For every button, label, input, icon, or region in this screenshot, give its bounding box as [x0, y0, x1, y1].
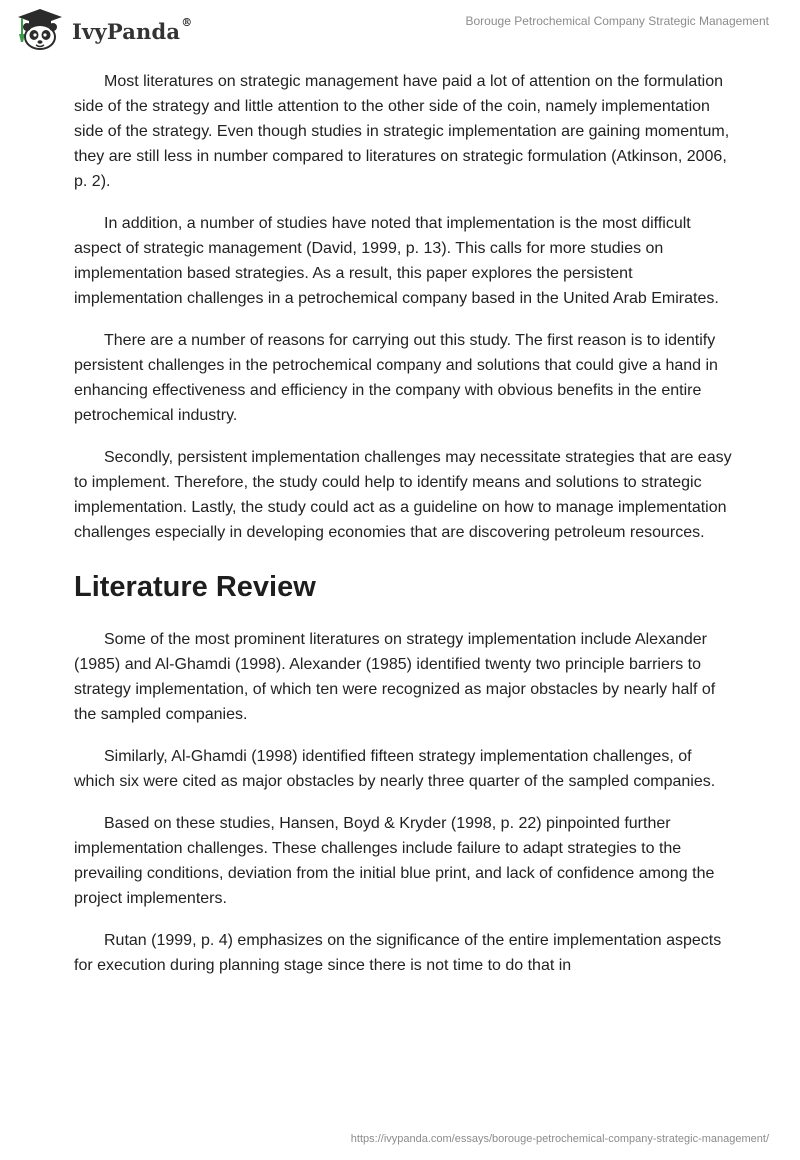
paragraph: Some of the most prominent literatures on strategy implementation include Alexander (1985) and Al-Ghamdi (1998). Alexander (1985) identified twenty two principle barriers to strategy implementation, of which ten were recognized as major obstacles by nearly half of the sampled companies. [74, 631, 716, 723]
source-url[interactable]: https://ivypanda.com/essays/borouge-petrochemical-company-strategic-management/ [350, 1133, 769, 1145]
page-header [0, 0, 800, 60]
section-heading: Literature Review [74, 571, 316, 603]
paragraph: Based on these studies, Hansen, Boyd & Kryder (1998, p. 22) pinpointed further implementation challenges. These challenges include failure to adapt strategies to the prevailing conditions, deviation from the initial blue print, and lack of confidence among the project implementers. [74, 815, 715, 907]
paragraph: In addition, a number of studies have noted that implementation is the most difficult aspect of strategic management (David, 1999, p. 13). This calls for more studies on implementation based strategies. As a result, this paper explores the persistent implementation challenges in a petrochemical company based in the United Arab Emirates. [74, 215, 719, 307]
article-body [74, 69, 734, 995]
brand-name: IvyPanda® [72, 15, 193, 44]
ivypanda-logo[interactable] [14, 6, 192, 52]
panda-graduate-icon [14, 6, 66, 52]
document-title: Borouge Petrochemical Company Strategic Management [465, 14, 769, 28]
paragraph: Most literatures on strategic management have paid a lot of attention on the formulation side of the strategy and little attention to the other side of the coin, namely implementation side of the strategy. Even though studies in strategic implementation are gaining momentum, they are still less in number compared to literatures on strategic formulation (Atkinson, 2006, p. 2). [74, 73, 730, 190]
paragraph: Similarly, Al-Ghamdi (1998) identified fifteen strategy implementation challenges, of which six were cited as major obstacles by nearly three quarter of the sampled companies. [74, 748, 716, 790]
paragraph: Secondly, persistent implementation challenges may necessitate strategies that are easy to implement. Therefore, the study could help to identify means and solutions to strategic implementation. Lastly, the study could act as a guideline on how to manage implementation challenges especially in developing economies that are discovering petroleum resources. [74, 449, 732, 541]
paragraph: There are a number of reasons for carrying out this study. The first reason is to identify persistent challenges in the petrochemical company and solutions that could give a hand in enhancing effectiveness and efficiency in the company with obvious benefits in the entire petrochemical industry. [74, 332, 718, 424]
paragraph: Rutan (1999, p. 4) emphasizes on the significance of the entire implementation aspects for execution during planning stage since there is not time to do that in [74, 932, 722, 974]
